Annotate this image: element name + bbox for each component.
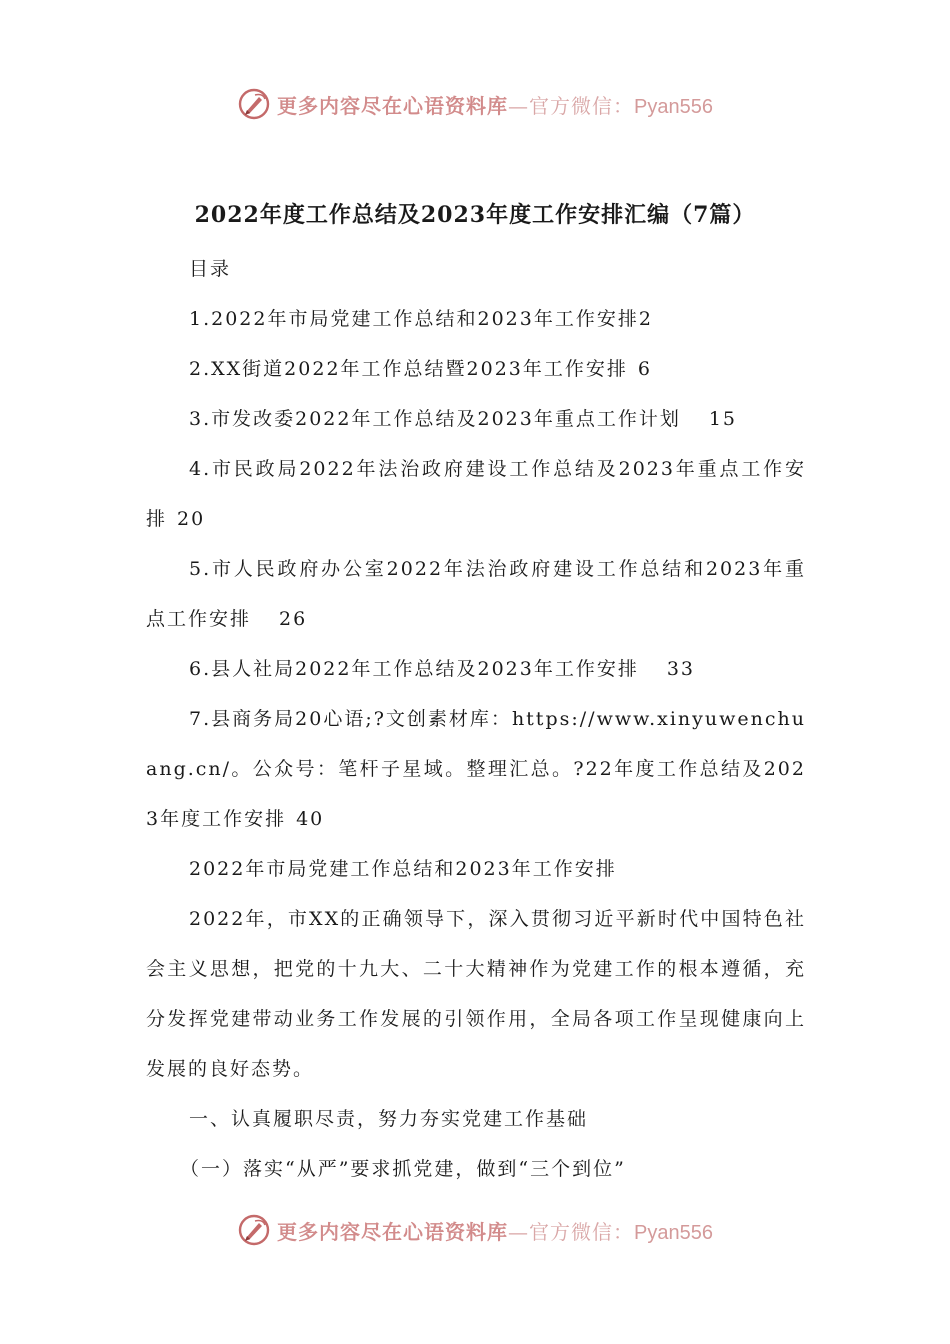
intro-paragraph: 2022年，市XX的正确领导下，深入贯彻习近平新时代中国特色社会主义思想，把党的十九大、二十大精神作为党建工作的根本遵循，充分发挥党建带动业务工作发展的引领作用，全局各项工作呈现健康向上发展的良好态势。 <box>146 908 806 1080</box>
toc-item-text: 1.2022年市局党建工作总结和2023年工作安排 <box>189 308 639 330</box>
watermark-official: 官方微信： <box>529 1219 635 1244</box>
watermark-brand: 更多内容尽在心语资料库 <box>277 93 509 118</box>
toc-item-page: 26 <box>279 608 308 630</box>
toc-item-page: 33 <box>666 658 696 680</box>
watermark-dash: — <box>508 93 530 118</box>
watermark-banner-bottom <box>0 1208 950 1252</box>
watermark-official: 官方微信： <box>529 93 635 118</box>
toc-item-text: 5.市人民政府办公室2022年法治政府建设工作总结和2023年重点工作安排 <box>146 558 806 630</box>
toc-item[interactable] <box>146 344 806 394</box>
toc-item-text: 3.市发改委2022年工作总结及2023年重点工作计划 <box>189 408 681 430</box>
heading-level-1: 一、认真履职尽责，努力夯实党建工作基础 <box>189 1108 589 1130</box>
section-title: 2022年市局党建工作总结和2023年工作安排 <box>189 858 617 880</box>
toc-item-page: 2 <box>638 308 653 330</box>
toc-item[interactable] <box>146 694 806 844</box>
toc-item-text: 7.县商务局20心语;?文创素材库：https://www.xinyuwenchuang.cn/。公众号：笔杆子星域。整理汇总。?22年度工作总结及2023年度工作安排 <box>146 708 806 830</box>
watermark-wechat-id: Pyan556 <box>634 95 713 118</box>
toc-item-page: 6 <box>637 358 652 380</box>
toc-item-page: 15 <box>708 408 738 430</box>
toc-item[interactable] <box>146 444 806 544</box>
pen-circle-icon <box>237 1213 271 1247</box>
watermark-text <box>277 90 713 119</box>
watermark-text <box>277 1216 713 1245</box>
toc-item[interactable] <box>146 294 806 344</box>
toc-item-text: 4.市民政局2022年法治政府建设工作总结及2023年重点工作安排 <box>146 458 806 530</box>
watermark-wechat-id: Pyan556 <box>634 1221 713 1244</box>
toc-item-page: 20 <box>177 508 206 530</box>
document-title: 2022年度工作总结及2023年度工作安排汇编（7篇） <box>194 202 756 228</box>
toc-heading: 目录 <box>189 258 232 280</box>
toc-item-page: 40 <box>296 808 325 830</box>
toc-item[interactable] <box>146 644 806 694</box>
toc-item[interactable] <box>146 394 806 444</box>
watermark-brand: 更多内容尽在心语资料库 <box>277 1219 509 1244</box>
heading-level-2: （一）落实“从严”要求抓党建，做到“三个到位” <box>180 1158 626 1180</box>
toc-item[interactable] <box>146 544 806 644</box>
toc-item-text: 2.XX街道2022年工作总结暨2023年工作安排 <box>189 358 628 380</box>
pen-circle-icon <box>237 87 271 121</box>
document-body <box>146 244 806 1194</box>
watermark-dash: — <box>508 1219 530 1244</box>
toc-item-text: 6.县人社局2022年工作总结及2023年工作安排 <box>189 658 639 680</box>
watermark-banner-top <box>0 82 950 126</box>
